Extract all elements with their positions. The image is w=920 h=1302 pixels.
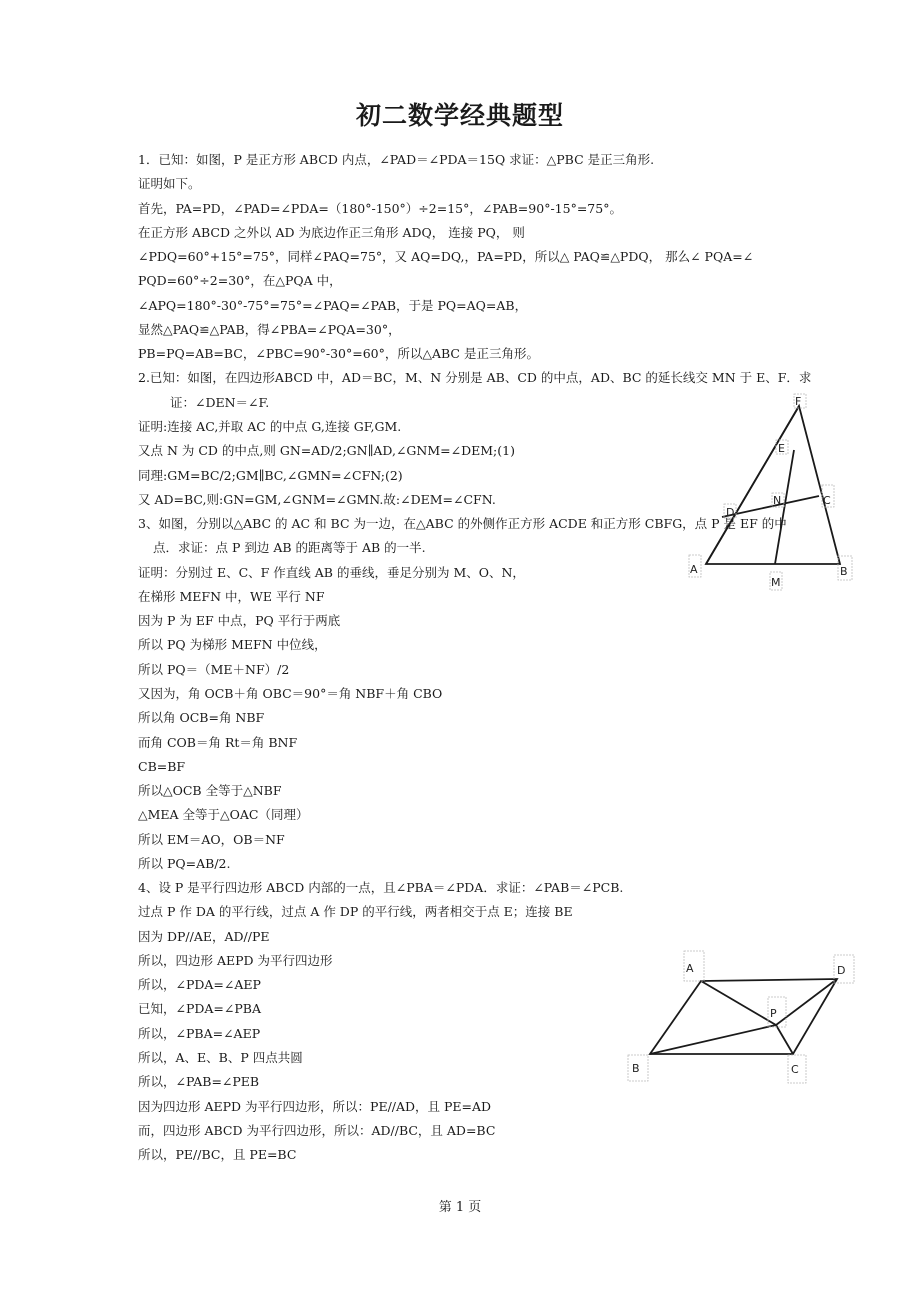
fig1-label-A: A xyxy=(690,563,698,576)
text-line: PB=PQ=AB=BC，∠PBC=90°-30°=60°，所以△ABC 是正三角形。 xyxy=(138,346,539,362)
text-line: 因为 P 为 EF 中点，PQ 平行于两底 xyxy=(138,613,341,629)
fig2-label-P: P xyxy=(770,1007,777,1020)
text-line: 所以，∠PDA=∠AEP xyxy=(138,977,261,993)
problem-statement: 4、设 P 是平行四边形 ABCD 内部的一点，且∠PBA＝∠PDA．求证：∠PAB＝∠PCB. xyxy=(138,880,624,896)
fig1-line-AE xyxy=(706,406,799,564)
fig1-label-B: B xyxy=(840,565,848,578)
text-line: 所以 PQ=AB/2. xyxy=(138,855,231,871)
figure-quadrilateral xyxy=(686,392,856,592)
text-line: 所以，PE//BC，且 PE=BC xyxy=(138,1147,297,1163)
text-line: 而，四边形 ABCD 为平行四边形，所以：AD//BC，且 AD=BC xyxy=(138,1122,496,1138)
figure-parallelogram xyxy=(628,945,858,1085)
fig1-label-M: M xyxy=(771,576,781,589)
text-line: 又点 N 为 CD 的中点,则 GN=AD/2;GN∥AD,∠GNM=∠DEM;(1) xyxy=(138,443,515,459)
text-line: 显然△PAQ≌△PAB，得∠PBA=∠PQA=30°， xyxy=(138,321,401,337)
text-line: 所以 PQ＝（ME＋NF）/2 xyxy=(138,661,290,677)
text-line: PQD=60°÷2=30°，在△PQA 中， xyxy=(138,273,342,289)
fig2-line-BP xyxy=(650,1025,776,1054)
page-footer: 第 1 页 xyxy=(438,1200,482,1215)
fig1-label-F: F xyxy=(795,395,802,408)
text-line: 所以，四边形 AEPD 为平行四边形 xyxy=(138,952,333,968)
fig2-line-AP xyxy=(701,981,776,1025)
text-line: 又因为，角 OCB＋角 OBC＝90°＝角 NBF＋角 CBO xyxy=(138,685,443,701)
fig2-label-C: C xyxy=(791,1063,799,1076)
text-line: 所以 EM＝AO，OB＝NF xyxy=(138,831,285,847)
fig2-label-A: A xyxy=(686,962,694,975)
text-line: 所以，∠PBA=∠AEP xyxy=(138,1025,261,1041)
text-line: 又 AD=BC,则:GN=GM,∠GNM=∠GMN.故:∠DEM=∠CFN. xyxy=(138,491,496,507)
fig2-parallelogram-outline xyxy=(650,979,837,1054)
text-line: 首先，PA=PD，∠PAD=∠PDA=（180°-150°）÷2=15°，∠PAB=90°-15°=75°。 xyxy=(138,200,622,216)
text-line: CB=BF xyxy=(138,758,186,774)
text-line: 在正方形 ABCD 之外以 AD 为底边作正三角形 ADQ， 连接 PQ， 则 xyxy=(138,224,525,240)
text-line: 证明:连接 AC,并取 AC 的中点 G,连接 GF,GM. xyxy=(138,419,402,434)
fig1-line-MN xyxy=(775,450,794,564)
text-line: ∠APQ=180°-30°-75°=75°=∠PAQ=∠PAB，于是 PQ=AQ=AB， xyxy=(138,297,528,313)
text-line: 所以△OCB 全等于△NBF xyxy=(138,783,282,798)
text-line: 点．求证：点 P 到边 AB 的距离等于 AB 的一半. xyxy=(153,540,426,556)
text-line: 在梯形 MEFN 中，WE 平行 NF xyxy=(138,588,325,604)
fig1-label-N: N xyxy=(773,494,782,507)
fig1-line-DC xyxy=(722,496,819,517)
text-line: 证明：分别过 E、C、F 作直线 AB 的垂线，垂足分别为 M、O、N， xyxy=(138,564,525,580)
text-line: 同理:GM=BC/2;GM∥BC,∠GMN=∠CFN;(2) xyxy=(138,467,403,483)
page-title: 初二数学经典题型 xyxy=(355,101,564,130)
problem-statement: 2.已知：如图，在四边形ABCD 中，AD＝BC，M、N 分别是 AB、CD 的中点，AD、BC 的延长线交 MN 于 E、F．求 xyxy=(138,370,812,386)
fig1-label-D: D xyxy=(726,506,735,519)
text-line: ∠PDQ=60°+15°=75°，同样∠PAQ=75°，又 AQ=DQ,，PA=PD，所以△ PAQ≌△PDQ， 那么∠ PQA=∠ xyxy=(138,249,754,265)
text-line: 过点 P 作 DA 的平行线，过点 A 作 DP 的平行线，两者相交于点 E；连接 BE xyxy=(138,904,573,920)
text-line: 而角 COB＝角 Rt＝角 BNF xyxy=(138,734,298,750)
text-line: 证：∠DEN＝∠F. xyxy=(170,394,270,410)
text-line: 因为 DP//AE，AD//PE xyxy=(138,928,270,944)
problem-statement: 1．已知：如图，P 是正方形 ABCD 内点，∠PAD＝∠PDA＝15Q 求证：△PBC 是正三角形. xyxy=(138,152,655,167)
text-line: 已知，∠PDA=∠PBA xyxy=(138,1001,262,1017)
fig2-line-DP xyxy=(776,979,837,1025)
text-line: 所以，∠PAB=∠PEB xyxy=(138,1074,260,1090)
fig2-line-CP xyxy=(776,1025,793,1054)
fig2-label-B: B xyxy=(632,1062,640,1075)
problem-statement: 3、如图，分别以△ABC 的 AC 和 BC 为一边，在△ABC 的外侧作正方形 ACDE 和正方形 CBFG，点 P 是 EF 的中 xyxy=(138,516,787,531)
text-line: 证明如下。 xyxy=(138,176,201,192)
fig1-quadrilateral-outline xyxy=(706,406,840,564)
fig1-label-E: E xyxy=(778,442,785,455)
fig1-label-C: C xyxy=(823,494,831,507)
fig2-label-D: D xyxy=(837,964,846,977)
text-line: △MEA 全等于△OAC（同理） xyxy=(138,807,309,823)
text-line: 因为四边形 AEPD 为平行四边形，所以：PE//AD，且 PE=AD xyxy=(138,1098,492,1114)
text-line: 所以 PQ 为梯形 MEFN 中位线， xyxy=(138,637,327,653)
text-line: 所以角 OCB=角 NBF xyxy=(138,710,265,726)
text-line: 所以，A、E、B、P 四点共圆 xyxy=(138,1050,303,1065)
